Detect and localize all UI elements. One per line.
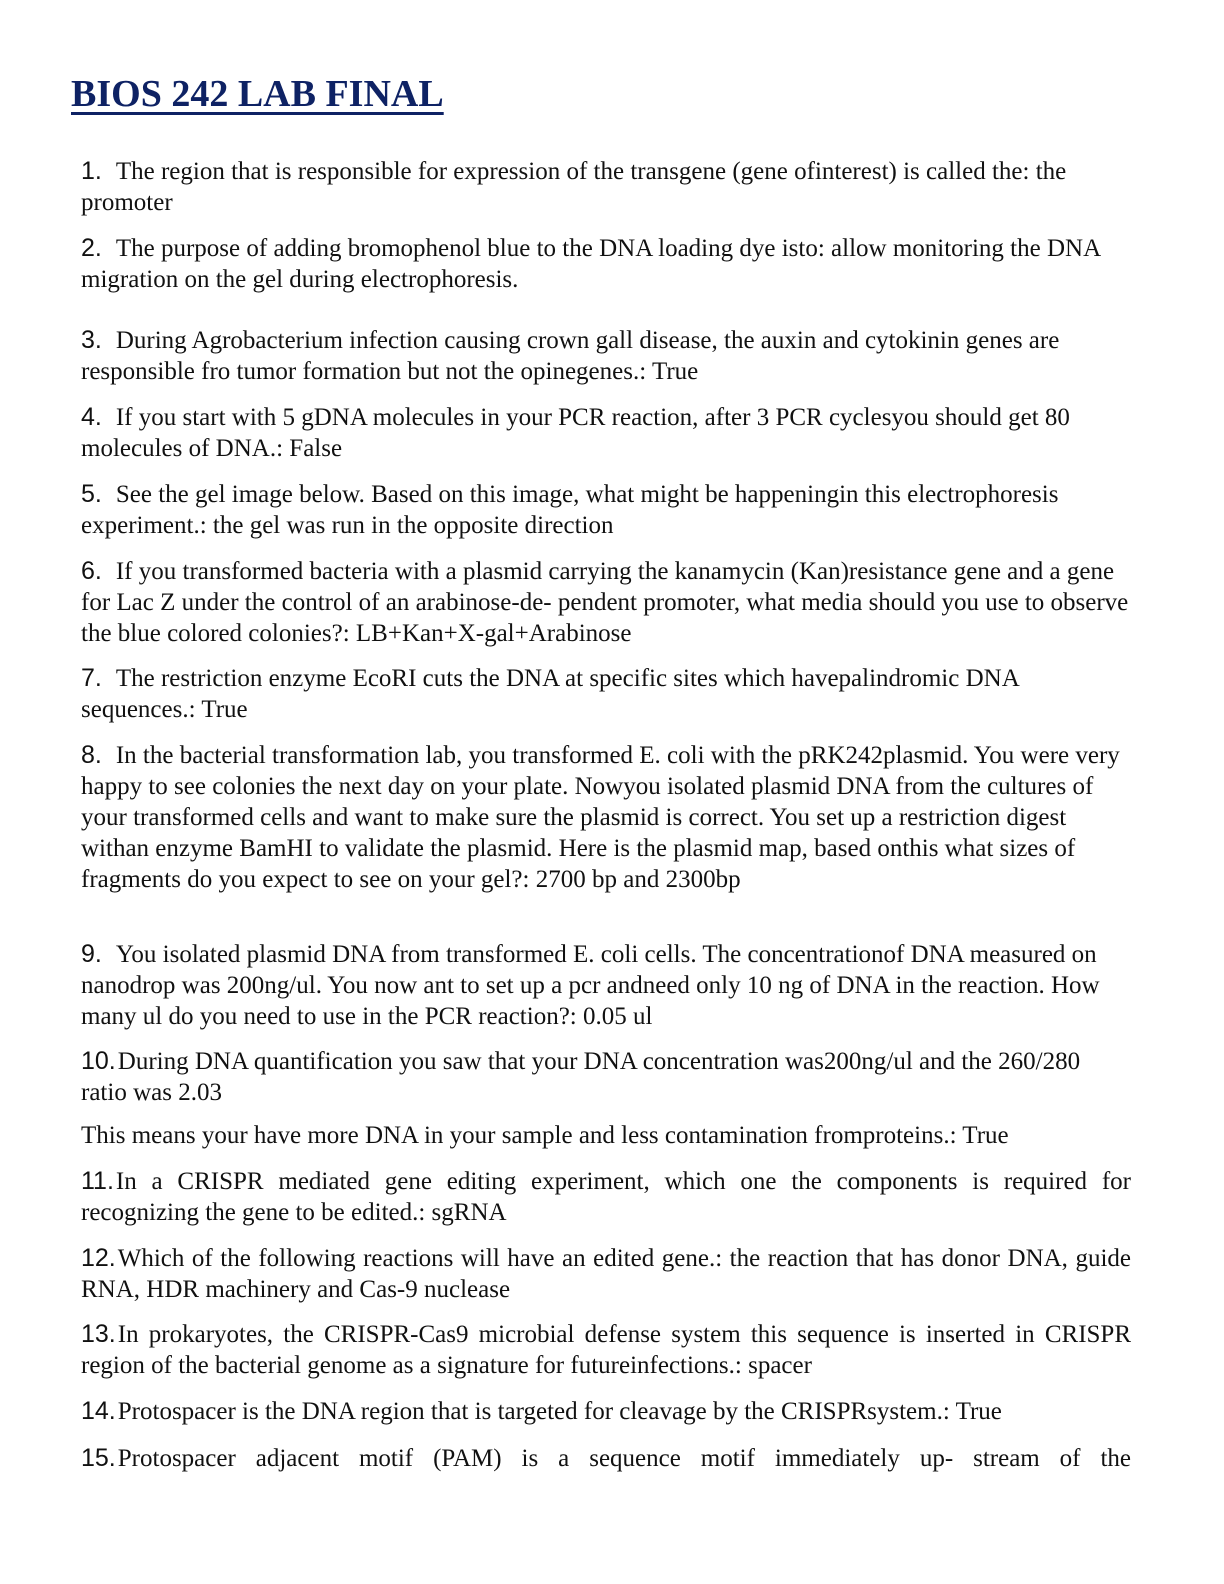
question-4 <box>81 402 1131 464</box>
question-number: 9. <box>81 940 102 968</box>
question-12 <box>81 1243 1131 1305</box>
question-number: 12. <box>81 1244 116 1272</box>
question-14 <box>81 1396 1131 1427</box>
question-text: During DNA quantification you saw that your DNA concentration was200ng/ul and the 260/280 ratio was 2.03 <box>81 1048 1081 1106</box>
question-text: The purpose of adding bromophenol blue to the DNA loading dye isto: allow monitoring the DNA migration on the gel during electrophoresis. <box>81 235 1100 293</box>
question-8 <box>81 740 1131 895</box>
question-number: 8. <box>81 741 102 769</box>
question-number: 14. <box>81 1397 116 1425</box>
question-text: If you transformed bacteria with a plasmid carrying the kanamycin (Kan)resistance gene and a gene for Lac Z under the control of an arabinose-de- pendent promoter, what media should you use to observe the blue colored colonies?: LB+Kan+X-gal+Arabinose <box>81 558 1129 647</box>
question-11 <box>81 1166 1131 1228</box>
question-text: See the gel image below. Based on this image, what might be happeningin this electrophoresis experiment.: the gel was run in the opposite direction <box>81 481 1059 539</box>
question-1 <box>81 156 1131 218</box>
question-text: During Agrobacterium infection causing crown gall disease, the auxin and cytokinin genes are responsible fro tumor formation but not the opinegenes.: True <box>81 327 1060 385</box>
document-title: BIOS 242 LAB FINAL <box>71 73 444 115</box>
question-5 <box>81 479 1131 541</box>
question-13 <box>81 1319 1131 1381</box>
question-10 <box>81 1046 1131 1108</box>
question-3 <box>81 325 1131 387</box>
question-10-continuation <box>81 1120 1131 1151</box>
question-number: 15. <box>81 1444 116 1472</box>
question-text: Protospacer adjacent motif (PAM) is a sequence motif immediately up- stream of the <box>117 1445 1131 1472</box>
question-6 <box>81 556 1131 649</box>
question-number: 6. <box>81 557 102 585</box>
question-text: The restriction enzyme EcoRI cuts the DNA at specific sites which havepalindromic DNA sequences.: True <box>81 665 1019 723</box>
question-2 <box>81 233 1131 295</box>
question-number: 4. <box>81 403 102 431</box>
question-text: You isolated plasmid DNA from transformed E. coli cells. The concentrationof DNA measured on nanodrop was 200ng/ul. You now ant to set up a pcr andneed only 10 ng of DNA in the reaction. How many ul do you need to use in the PCR reaction?: 0.05 ul <box>81 941 1100 1030</box>
question-text: The region that is responsible for expression of the transgene (gene ofinterest) is called the: the promoter <box>81 158 1067 216</box>
question-number: 10. <box>81 1047 116 1075</box>
question-number: 3. <box>81 326 102 354</box>
question-text: In a CRISPR mediated gene editing experiment, which one the components is required for recognizing the gene to be edited.: sgRNA <box>81 1168 1131 1226</box>
question-text: In the bacterial transformation lab, you transformed E. coli with the pRK242plasmid. You were very happy to see colonies the next day on your plate. Nowyou isolated plasmid DNA from the cultures of your transformed cells and want to make sure the plasmid is correct. You set up a restriction digest withan enzyme BamHI to validate the plasmid. Here is the plasmid map, based onthis what sizes of fragments do you expect to see on your gel?: 2700 bp and 2300bp <box>81 742 1120 893</box>
question-text: In prokaryotes, the CRISPR-Cas9 microbial defense system this sequence is inserted in CRISPR region of the bacterial genome as a signature for futureinfections.: spacer <box>81 1321 1131 1379</box>
question-number: 1. <box>81 157 102 185</box>
question-text: If you start with 5 gDNA molecules in your PCR reaction, after 3 PCR cyclesyou should get 80 molecules of DNA.: False <box>81 404 1070 462</box>
question-number: 13. <box>81 1320 116 1348</box>
question-text: Which of the following reactions will have an edited gene.: the reaction that has donor DNA, guide RNA, HDR machinery and Cas-9 nuclease <box>81 1245 1131 1303</box>
question-text: This means your have more DNA in your sample and less contamination fromproteins.: True <box>81 1122 1009 1149</box>
question-9 <box>81 939 1131 1032</box>
question-15 <box>81 1443 1131 1474</box>
question-number: 5. <box>81 480 102 508</box>
question-7 <box>81 663 1131 725</box>
question-number: 7. <box>81 664 102 692</box>
question-number: 11. <box>81 1167 114 1195</box>
question-number: 2. <box>81 234 102 262</box>
question-text: Protospacer is the DNA region that is targeted for cleavage by the CRISPRsystem.: True <box>117 1398 1002 1425</box>
